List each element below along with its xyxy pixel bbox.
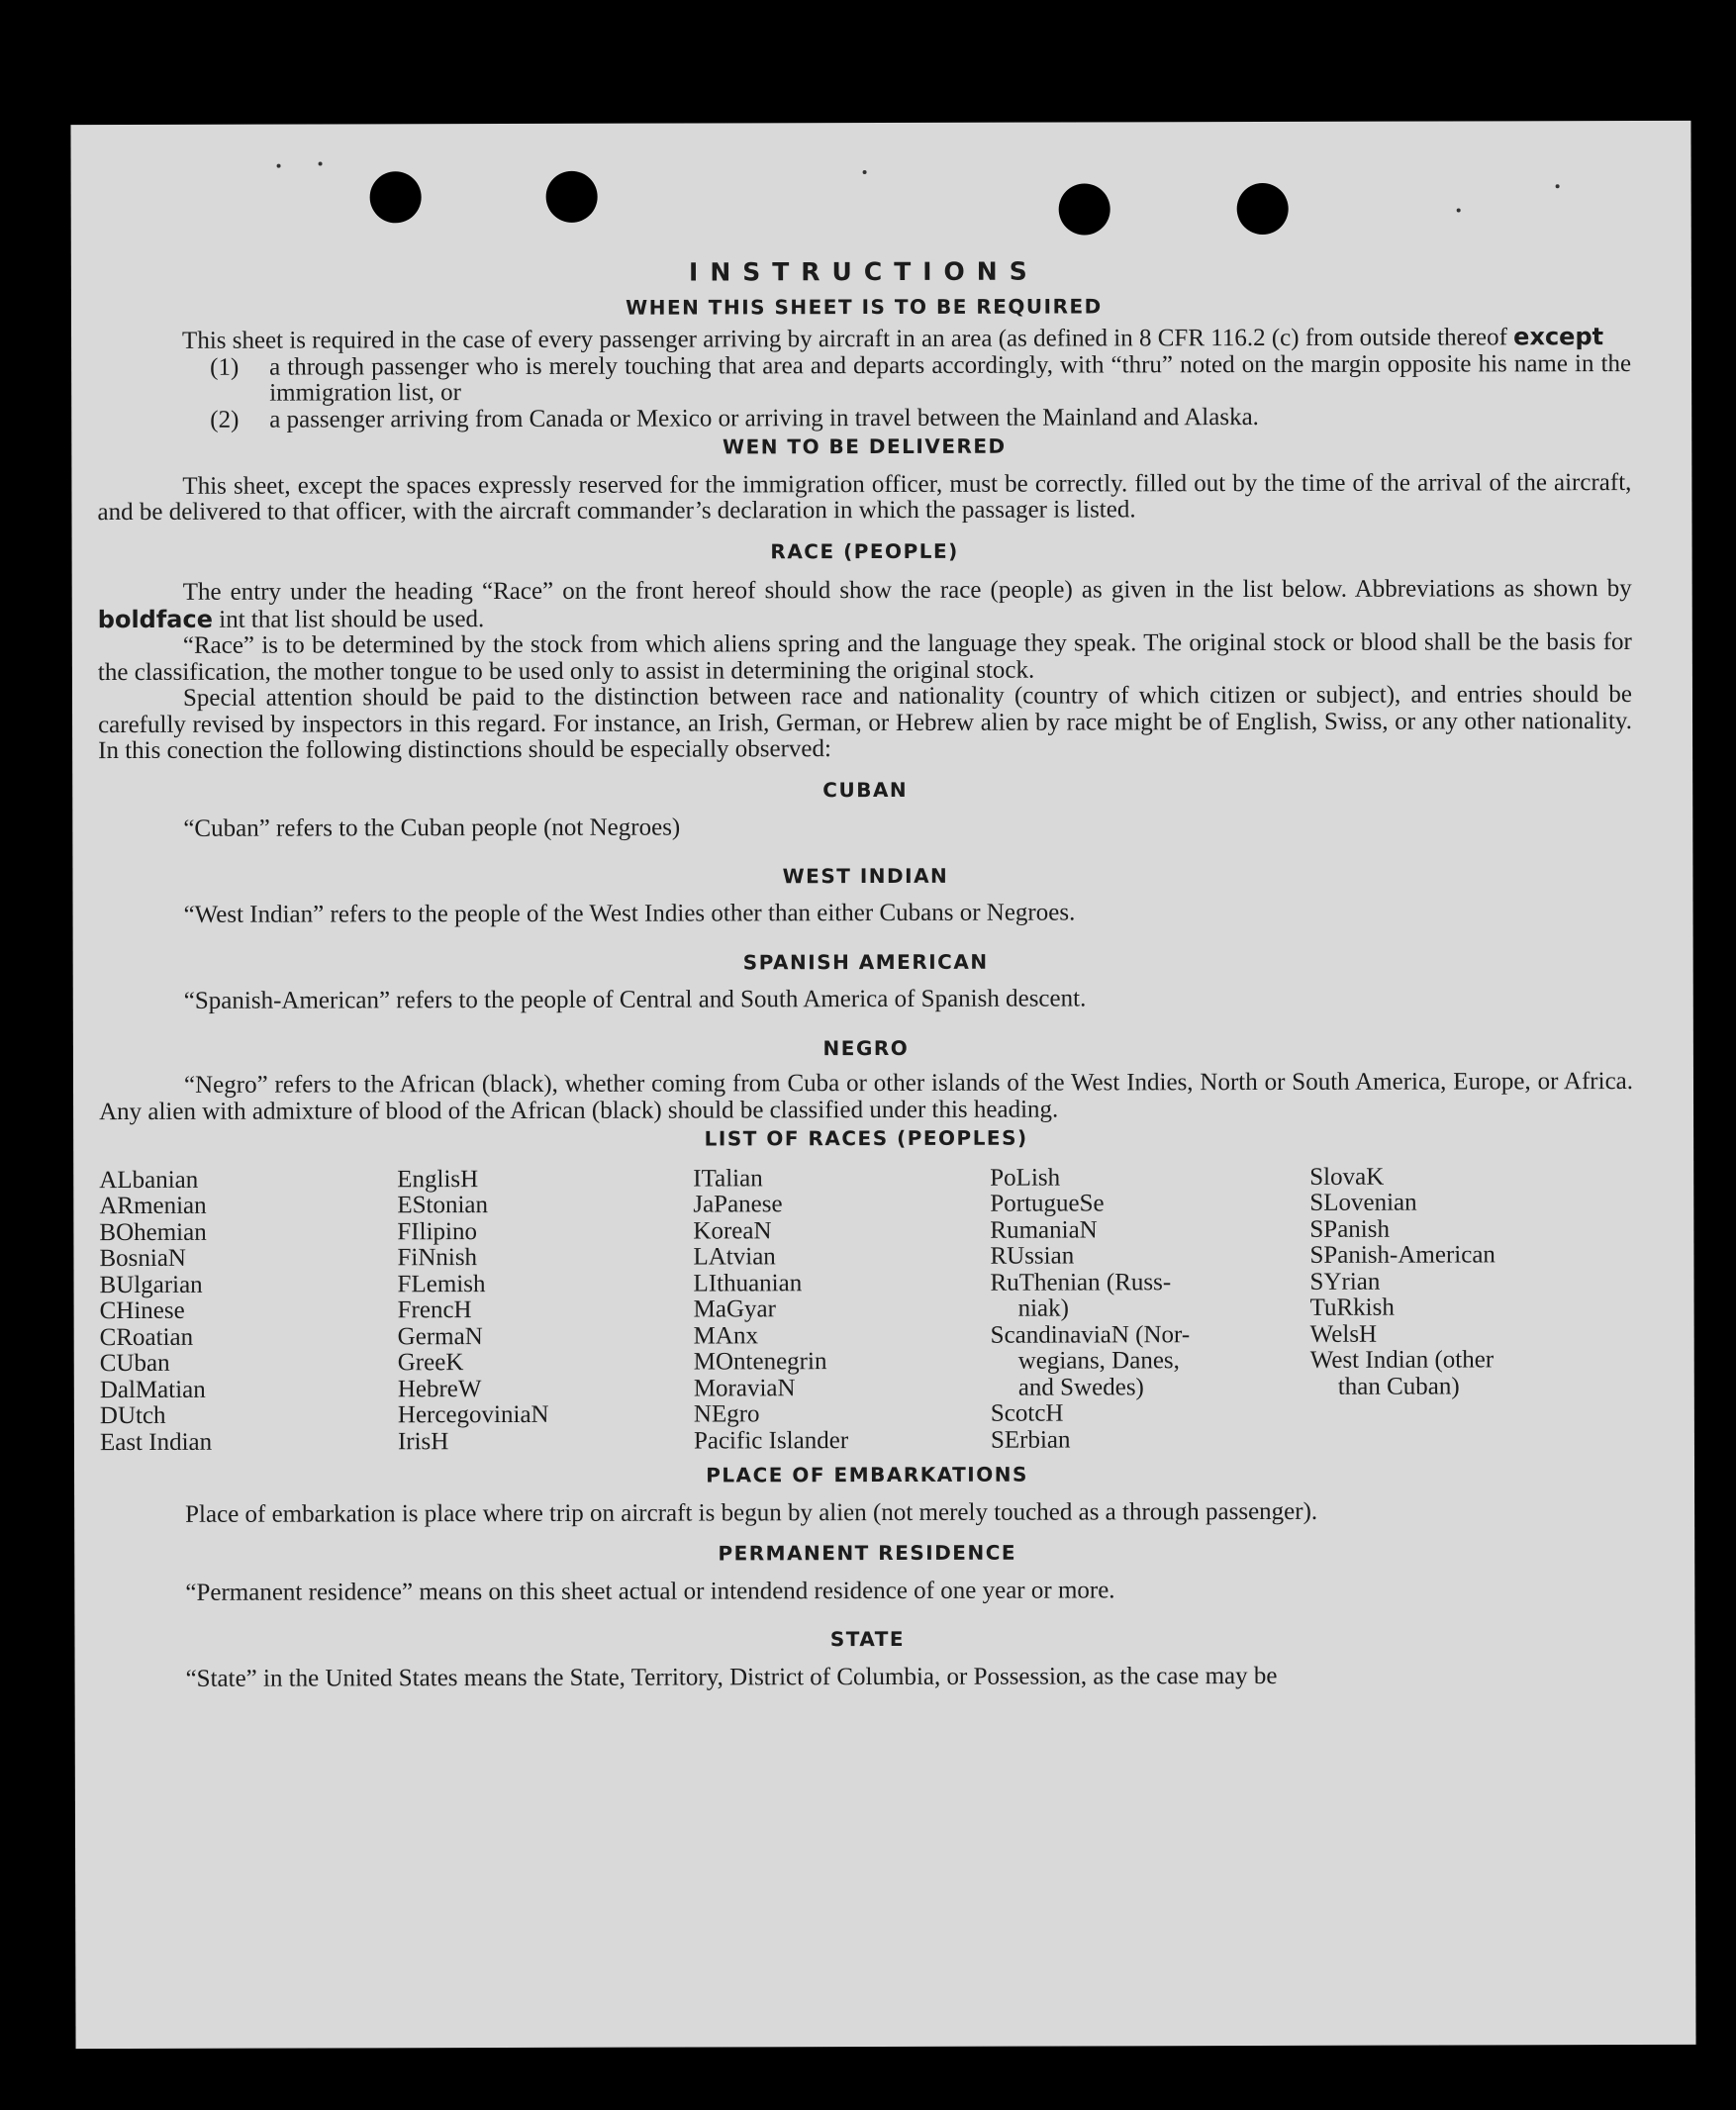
- race-entry: SPanish-American: [1309, 1241, 1495, 1269]
- section-heading-delivered: WEN TO BE DELIVERED: [722, 433, 1007, 459]
- item-text: a passenger arriving from Canada or Mexico or arriving in travel between the Mainland and Alaska.: [269, 403, 1259, 433]
- race-paragraph-3: Special attention should be paid to the distinction between race and nationality (country of which citizen or subject), and entries should be carefully revised by inspectors in this regard. For instance, an Irish, German, or Hebrew alien by race might be of English, Swiss, or any other nationality. In this conection the following distinctions should be especially observed:: [98, 681, 1633, 765]
- section-heading-embarkation: PLACE OF EMBARKATIONS: [706, 1462, 1028, 1487]
- race-entry: MaGyar: [693, 1295, 776, 1323]
- document-page: [70, 121, 1695, 2049]
- race-entry: HercegoviniaN: [397, 1400, 549, 1429]
- speck: [319, 161, 323, 165]
- race-entry: and Swedes): [1017, 1373, 1144, 1401]
- delivered-text: This sheet, except the spaces expressly reserved for the immigration officer, must be correctly. filled out by the time of the arrival of the aircraft, and be delivered to that officer, with the aircraft commander’s declaration in which the passager is listed.: [97, 468, 1632, 527]
- race-entry: PortugueSe: [990, 1190, 1105, 1217]
- race-entry: NEgro: [693, 1400, 760, 1428]
- races-list: [99, 1164, 1634, 1457]
- race-entry: IrisH: [397, 1427, 449, 1455]
- punch-hole: [546, 171, 598, 223]
- race-entry: FLemish: [397, 1270, 486, 1297]
- item-number: (1): [210, 353, 240, 381]
- residence-text: “Permanent residence” means on this sheet actual or intendend residence of one year or more.: [185, 1576, 1115, 1606]
- except-bold: except: [1513, 323, 1604, 351]
- speck: [863, 170, 867, 174]
- section-heading-required: WHEN THIS SHEET IS TO BE REQUIRED: [626, 293, 1103, 320]
- race-entry: GreeK: [397, 1349, 464, 1377]
- races-column-5: [1309, 1164, 1607, 1453]
- cuban-text: “Cuban” refers to the Cuban people (not Negroes): [183, 814, 681, 842]
- races-column-1: [99, 1167, 398, 1456]
- speck: [1556, 184, 1560, 188]
- race-entry: wegians, Danes,: [1017, 1347, 1180, 1375]
- race-entry: MoraviaN: [693, 1374, 796, 1402]
- race-entry: ScandinaviaN (Nor-: [990, 1320, 1191, 1349]
- race-entry: KoreaN: [693, 1216, 772, 1245]
- race-entry: EnglisH: [397, 1165, 479, 1193]
- race-entry: LIthuanian: [693, 1269, 803, 1297]
- race-entry: RuThenian (Russ-: [990, 1268, 1172, 1296]
- page-title: INSTRUCTIONS: [688, 256, 1039, 287]
- race-entry: SLovenian: [1309, 1189, 1417, 1216]
- spanish-american-text: “Spanish-American” refers to the people of Central and South America of Spanish descent.: [183, 985, 1087, 1014]
- race-entry: HebreW: [397, 1375, 482, 1402]
- speck: [1457, 208, 1461, 212]
- race-paragraph-1: The entry under the heading “Race” on the front hereof should show the race (people) as given in the list below. Abbreviations as shown by boldface int that list should be used.: [97, 575, 1632, 633]
- race-entry: GermaN: [397, 1322, 483, 1350]
- item-text: a through passenger who is merely touching that area and departs accordingly, with “thru” noted on the margin opposite his name in the immigration list, or: [269, 349, 1632, 407]
- race-entry: RumaniaN: [990, 1215, 1098, 1244]
- race-entry: SlovaK: [1309, 1163, 1385, 1191]
- race-entry: ARmenian: [99, 1192, 207, 1220]
- instructions-content: [97, 257, 1635, 1692]
- race-entry: niak): [1017, 1295, 1070, 1322]
- race-entry: CUban: [99, 1349, 170, 1378]
- race-entry: DUtch: [99, 1401, 166, 1430]
- race-entry: TuRkish: [1309, 1294, 1395, 1321]
- race-entry: DalMatian: [99, 1376, 206, 1403]
- section-heading-spanish-american: SPANISH AMERICAN: [742, 949, 989, 974]
- race-entry: ALbanian: [99, 1166, 199, 1194]
- race-entry: EStonian: [397, 1192, 489, 1219]
- list-item: [97, 404, 1631, 434]
- race-entry: RUssian: [990, 1242, 1075, 1270]
- race-entry: CRoatian: [99, 1323, 194, 1351]
- punch-hole: [370, 171, 422, 223]
- item-number: (2): [210, 406, 240, 433]
- state-text: “State” in the United States means the State, Territory, District of Columbia, or Possession, as the case may be: [185, 1662, 1278, 1692]
- section-heading-residence: PERMANENT RESIDENCE: [718, 1540, 1017, 1566]
- race-entry: MOntenegrin: [693, 1348, 827, 1376]
- races-column-3: [693, 1165, 991, 1454]
- race-entry: East Indian: [99, 1428, 213, 1456]
- punch-hole: [1059, 183, 1110, 235]
- race-entry: LAtvian: [693, 1243, 776, 1271]
- race-entry: BOhemian: [99, 1218, 207, 1246]
- races-column-4: [990, 1164, 1310, 1453]
- race-entry: MAnx: [693, 1321, 758, 1350]
- speck: [277, 164, 281, 168]
- section-heading-negro: NEGRO: [822, 1035, 910, 1060]
- section-heading-list-of-races: LIST OF RACES (PEOPLES): [704, 1125, 1028, 1151]
- race-entry: PoLish: [990, 1164, 1061, 1192]
- races-column-2: [397, 1166, 694, 1455]
- race-entry: BUlgarian: [99, 1271, 203, 1298]
- race-entry: JaPanese: [693, 1191, 783, 1218]
- race-entry: CHinese: [99, 1296, 185, 1325]
- race-entry: ScotcH: [990, 1399, 1064, 1427]
- required-intro: This sheet is required in the case of every passenger arriving by aircraft in an area (as defined in 8 CFR 116.2 (c) from outside thereof except: [181, 323, 1604, 354]
- race-entry: West Indian (other: [1309, 1346, 1495, 1374]
- embarkation-text: Place of embarkation is place where trip on aircraft is begun by alien (not merely touched as a through passenger).: [185, 1497, 1318, 1528]
- negro-text: “Negro” refers to the African (black), whether coming from Cuba or other islands of the West Indies, North or South America, Europe, or Africa. Any alien with admixture of blood of the African (black) should be classified under this heading.: [99, 1068, 1634, 1125]
- section-heading-cuban: CUBAN: [822, 777, 909, 802]
- race-entry: FiNnish: [397, 1244, 478, 1272]
- section-heading-race: RACE (PEOPLE): [770, 538, 959, 563]
- race-entry: SErbian: [990, 1426, 1071, 1454]
- race-entry: FrencH: [397, 1296, 472, 1324]
- section-heading-west-indian: WEST INDIAN: [782, 863, 949, 888]
- race-entry: ITalian: [693, 1164, 763, 1193]
- race-entry: SYrian: [1309, 1268, 1381, 1295]
- race-entry: FIlipino: [397, 1217, 477, 1245]
- section-heading-state: STATE: [829, 1626, 906, 1652]
- punch-hole: [1237, 183, 1289, 235]
- race-entry: SPanish: [1309, 1215, 1391, 1243]
- race-entry: than Cuban): [1337, 1372, 1460, 1400]
- race-entry: WelsH: [1309, 1320, 1378, 1348]
- race-entry: BosniaN: [99, 1244, 186, 1273]
- boldface-word: boldface: [97, 605, 214, 633]
- race-entry: Pacific Islander: [693, 1426, 849, 1455]
- race-paragraph-2: “Race” is to be determined by the stock from which aliens spring and the language they speak. The original stock or blood shall be the basis for the classification, the mother tongue to be used only to assist in determining the original stock.: [97, 628, 1632, 686]
- list-item: [97, 351, 1631, 408]
- west-indian-text: “West Indian” refers to the people of the West Indies other than either Cubans or Negroes.: [183, 899, 1076, 928]
